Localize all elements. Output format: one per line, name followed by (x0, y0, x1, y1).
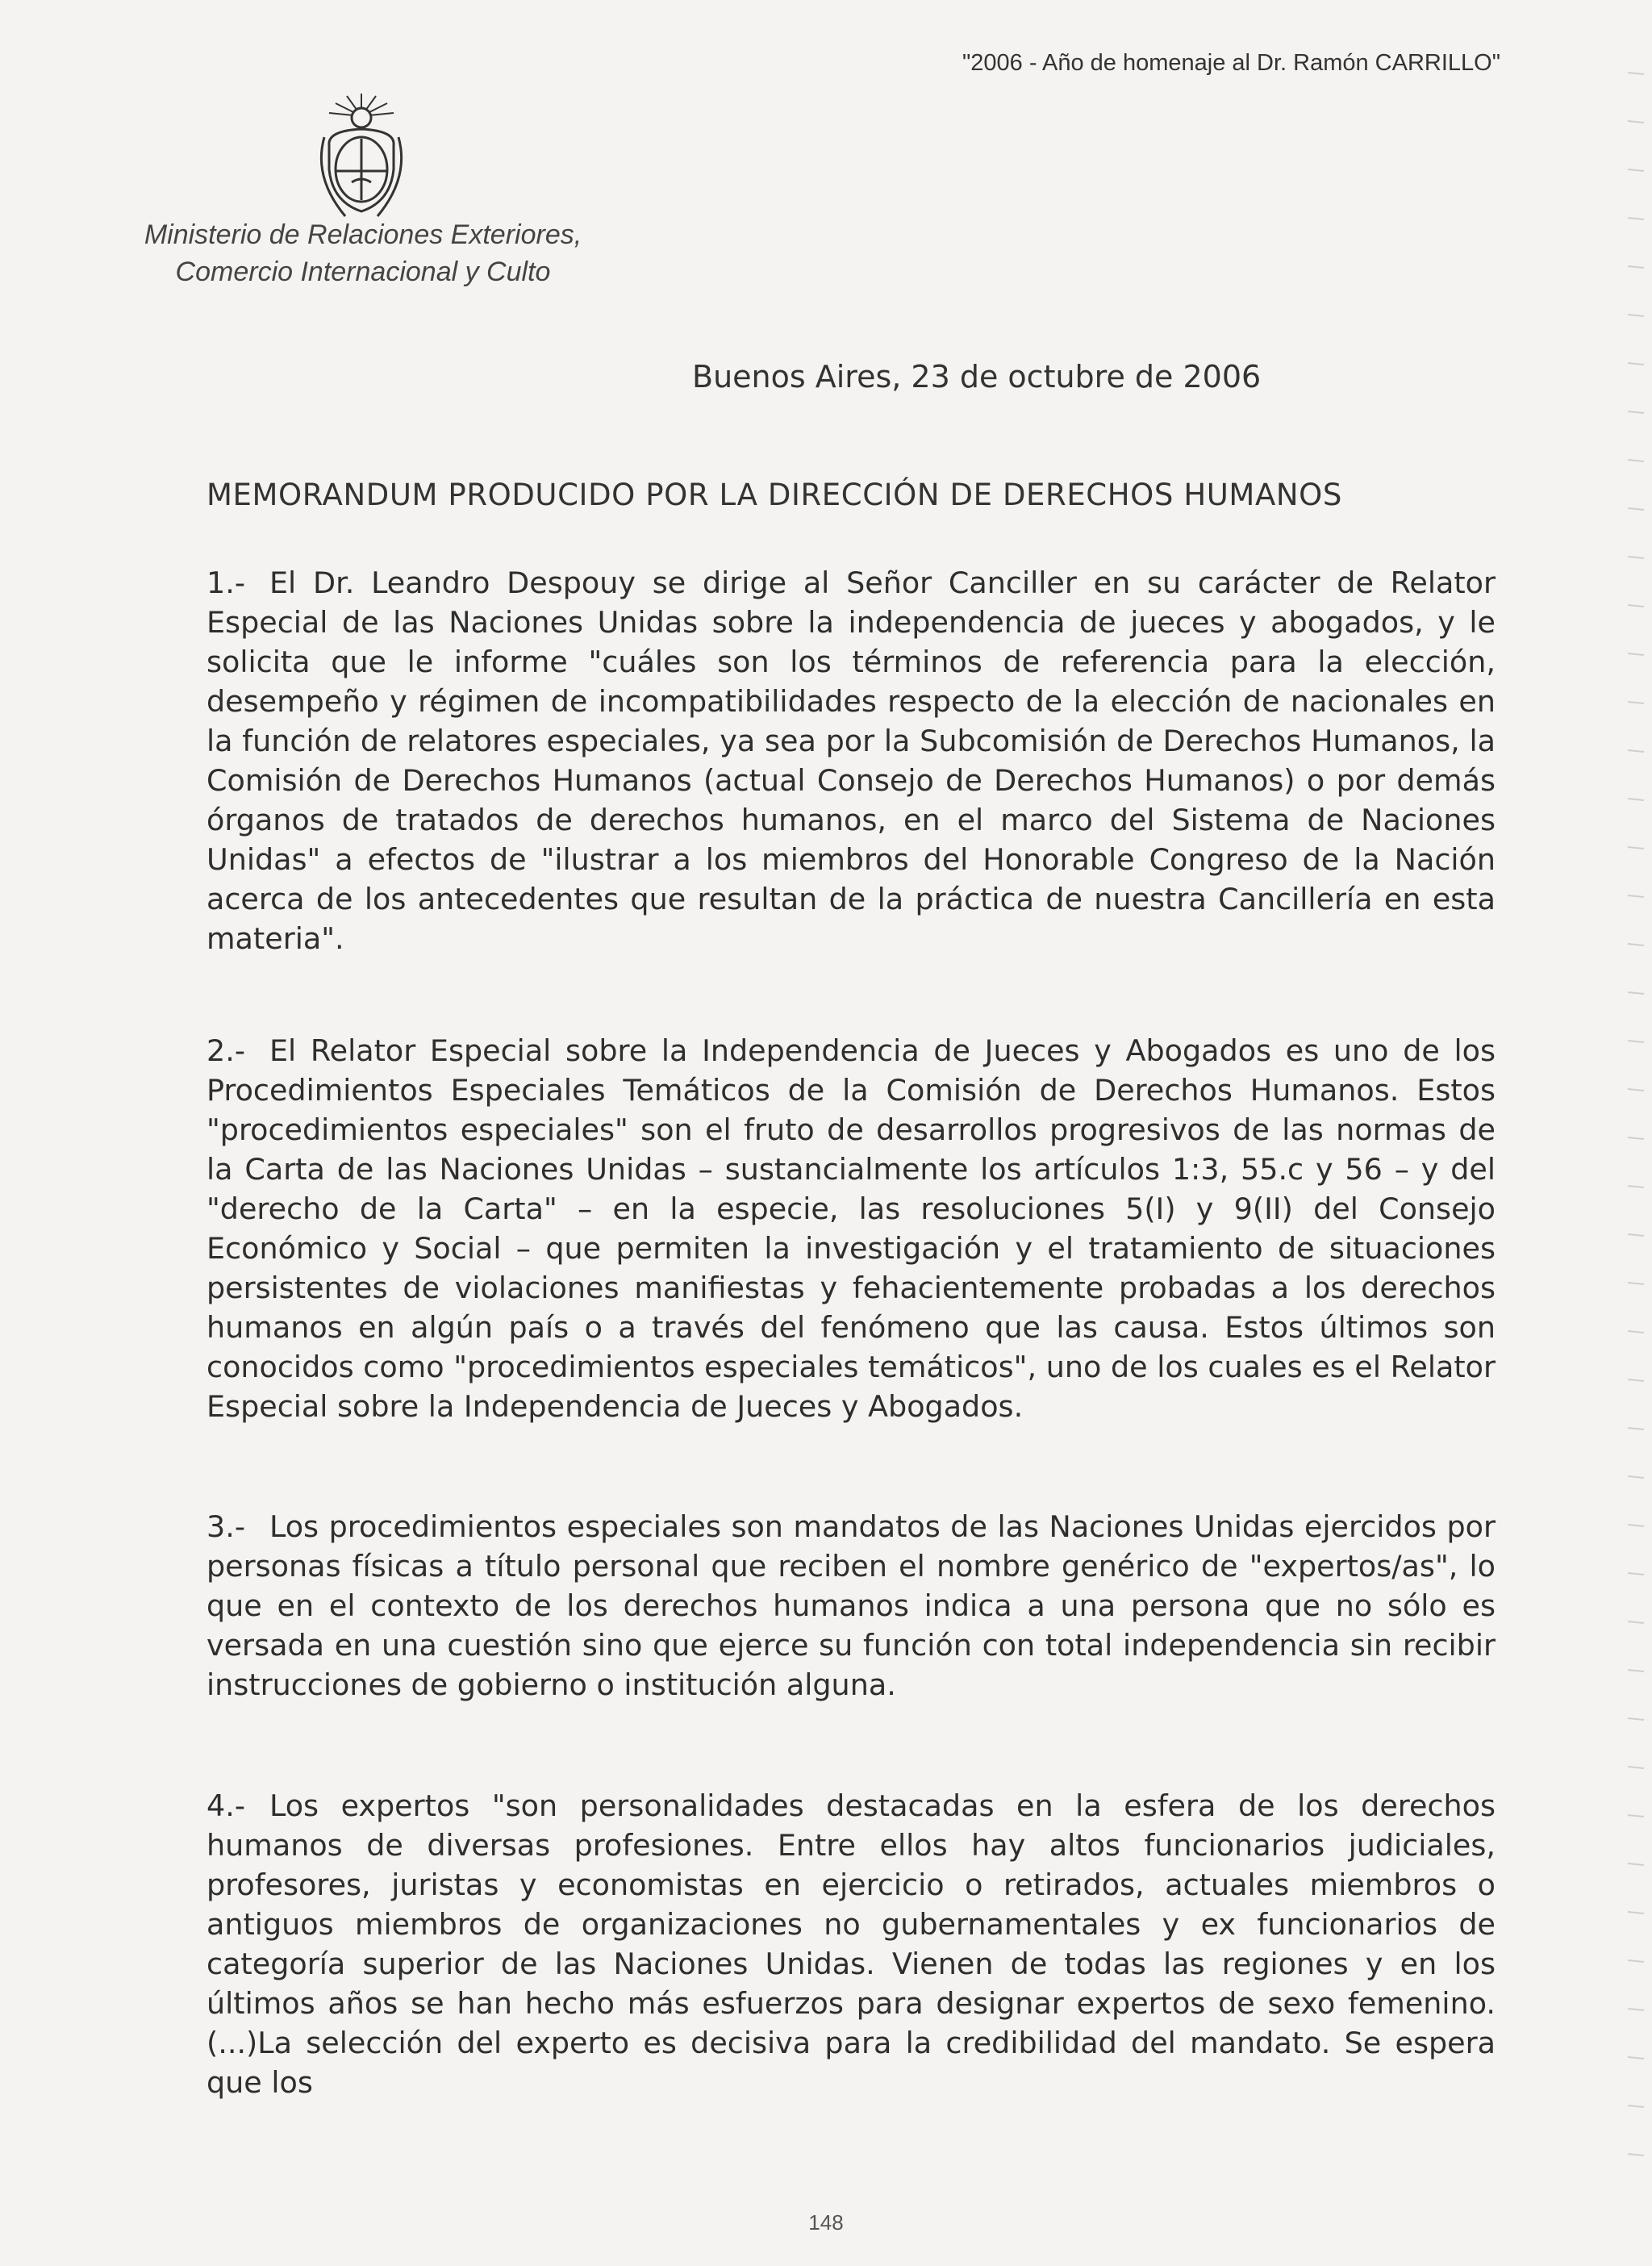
paragraph-text: El Relator Especial sobre la Independencia de Jueces y Abogados es uno de los Procedimientos Especiales Temáticos de la Comisión de Derechos Humanos. Estos "procedimientos especiales" son el fruto de desarrollos progresivos de las normas de la Carta de las Naciones Unidas – sustancialmente los artículos 1:3, 55.c y 56 – y del "derecho de la Carta" – en la especie, las resoluciones 5(I) y 9(II) del Consejo Económico y Social – que permiten la investigación y el tratamiento de situaciones persistentes de violaciones manifiestas y fehacientemente probadas a los derechos humanos en algún país o a través del fenómeno que las causa. Estos últimos son conocidos como "procedimientos especiales temáticos", uno de los cuales es el Relator Especial sobre la Independencia de Jueces y Abogados. (206, 1033, 1496, 1424)
memo-title: MEMORANDUM PRODUCIDO POR LA DIRECCIÓN DE DERECHOS HUMANOS (206, 478, 1342, 512)
paragraph-text: El Dr. Leandro Despouy se dirige al Señor Canciller en su carácter de Relator Especial de las Naciones Unidas sobre la independencia de jueces y abogados, y le solicita que le informe "cuáles son los términos de referencia para la elección, desempeño y régimen de incompatibilidades respecto de la elección de nacionales en la función de relatores especiales, ya sea por la Subcomisión de Derechos Humanos, la Comisión de Derechos Humanos (actual Consejo de Derechos Humanos) o por demás órganos de tratados de derechos humanos, en el marco del Sistema de Naciones Unidas" a efectos de "ilustrar a los miembros del Honorable Congreso de la Nación acerca de los antecedentes que resultan de la práctica de nuestra Cancillería en esta materia". (206, 565, 1496, 956)
paragraph-number: 1.- (206, 565, 245, 600)
paragraph-2 (206, 1031, 1496, 1426)
ministry-line-1: Ministerio de Relaciones Exteriores, (144, 219, 582, 250)
ministry-name (81, 216, 645, 290)
national-emblem-icon (305, 89, 418, 226)
paragraph-number: 4.- (206, 1788, 245, 1823)
page-number: 148 (808, 2210, 844, 2235)
scan-edge-marks (1587, 0, 1652, 2266)
paragraph-3 (206, 1507, 1496, 1705)
paragraph-4 (206, 1786, 1496, 2102)
paragraph-number: 3.- (206, 1509, 245, 1544)
ministry-line-2: Comercio Internacional y Culto (175, 257, 551, 287)
header-motto: "2006 - Año de homenaje al Dr. Ramón CARRILLO" (962, 50, 1500, 76)
paragraph-1 (206, 563, 1496, 958)
paragraph-text: Los procedimientos especiales son mandatos de las Naciones Unidas ejercidos por personas físicas a título personal que reciben el nombre genérico de "expertos/as", lo que en el contexto de los derechos humanos indica a una persona que no sólo es versada en una cuestión sino que ejerce su función con total independencia sin recibir instrucciones de gobierno o institución alguna. (206, 1509, 1496, 1702)
document-date: Buenos Aires, 23 de octubre de 2006 (692, 359, 1262, 394)
paragraph-text: Los expertos "son personalidades destacadas en la esfera de los derechos humanos de diversas profesiones. Entre ellos hay altos funcionarios judiciales, profesores, juristas y economistas en ejercicio o retirados, actuales miembros o antiguos miembros de organizaciones no gubernamentales y ex funcionarios de categoría superior de las Naciones Unidas. Vienen de todas las regiones y en los últimos años se han hecho más esfuerzos para designar expertos de sexo femenino. (...)La selección del experto es decisiva para la credibilidad del mandato. Se espera que los (206, 1788, 1496, 2100)
paragraph-number: 2.- (206, 1033, 245, 1068)
